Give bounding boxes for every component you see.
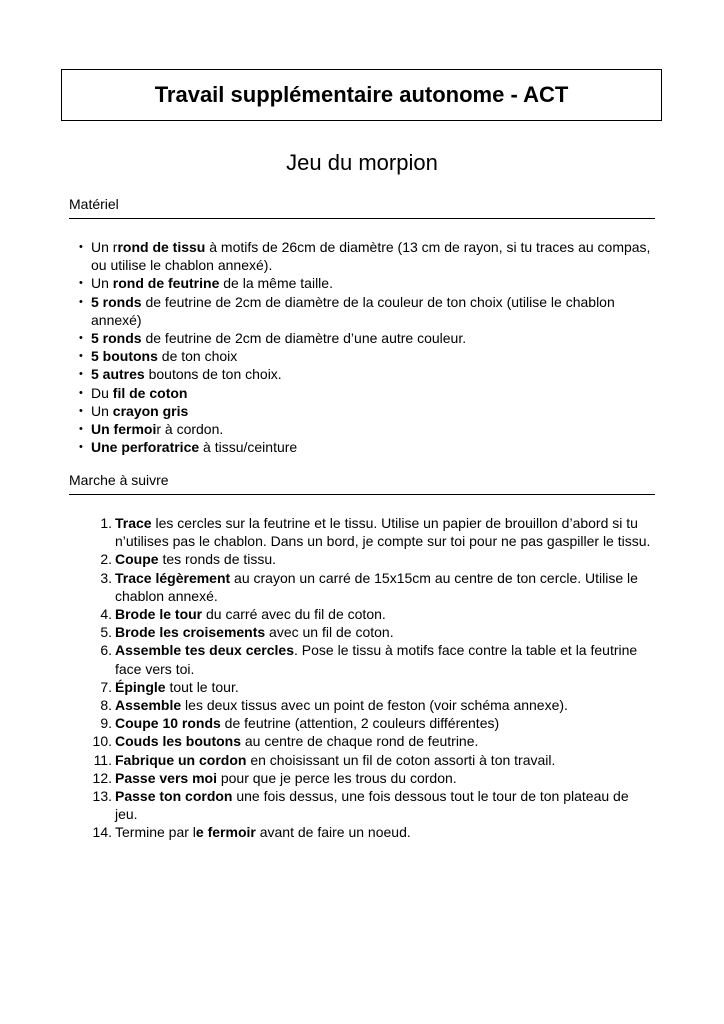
list-item: 7. Épingle tout le tour.: [100, 678, 239, 695]
list-item: • 5 boutons de ton choix: [76, 347, 651, 365]
page-subtitle: Jeu du morpion: [286, 150, 438, 175]
list-item: 11. Fabrique un cordon en choisissant un fil de coton assorti à ton travail.: [93, 751, 556, 768]
list-item: • 5 ronds de feutrine de 2cm de diamètre de la couleur de ton choix (utilise le chablon annexé): [76, 293, 651, 329]
section-heading-materiel: Matériel: [69, 196, 655, 219]
list-item: 8. Assemble les deux tissus avec un point de feston (voir schéma annexe).: [100, 697, 568, 714]
list-item: • Un fermoir à cordon.: [76, 420, 651, 438]
list-item: • Un rrond de tissu à motifs de 26cm de diamètre (13 cm de rayon, si tu traces au compas, ou utilise le chablon annexé).: [76, 238, 651, 274]
list-item: 12. Passe vers moi pour que je perce les trous du cordon.: [92, 769, 457, 786]
list-item: • Du fil de coton: [76, 384, 651, 402]
list-item: 13. Passe ton cordon une fois dessus, une fois dessous tout le tour de ton plateau de jeu.: [92, 788, 629, 823]
list-item: 14. Termine par le fermoir avant de faire un noeud.: [92, 824, 411, 841]
list-item: • Un crayon gris: [76, 402, 651, 420]
title-box: [61, 69, 662, 121]
list-item: 9. Coupe 10 ronds de feutrine (attention, 2 couleurs différentes): [100, 715, 500, 732]
list-item: • 5 autres boutons de ton choix.: [76, 365, 651, 383]
list-item: 3. Trace légèrement au crayon un carré de 15x15cm au centre de ton cercle. Utilise le chablon annexé.: [100, 569, 638, 604]
list-item: 6. Assemble tes deux cercles. Pose le tissu à motifs face contre la table et la feutrine face vers toi.: [100, 642, 638, 677]
list-item: 5. Brode les croisements avec un fil de coton.: [100, 624, 394, 641]
list-item: 10. Couds les boutons au centre de chaque rond de feutrine.: [92, 733, 479, 750]
list-item: 4. Brode le tour du carré avec du fil de coton.: [100, 606, 386, 623]
list-item: 2. Coupe tes ronds de tissu.: [100, 551, 277, 568]
list-item: 1. Trace les cercles sur la feutrine et le tissu. Utilise un papier de brouillon d’abord si tu n’utilises pas le chablon. Dans un bord, je compte sur toi pour ne pas gaspiller le tissu.: [100, 515, 651, 550]
list-item: • Un rond de feutrine de la même taille.: [76, 274, 651, 292]
page-title: Travail supplémentaire autonome - ACT: [154, 82, 569, 107]
list-item: • Une perforatrice à tissu/ceinture: [76, 438, 651, 456]
materials-list: [76, 238, 651, 456]
steps-list: [85, 514, 655, 842]
section-heading-marche: Marche à suivre: [69, 472, 655, 495]
list-item: • 5 ronds de feutrine de 2cm de diamètre d’une autre couleur.: [76, 329, 651, 347]
